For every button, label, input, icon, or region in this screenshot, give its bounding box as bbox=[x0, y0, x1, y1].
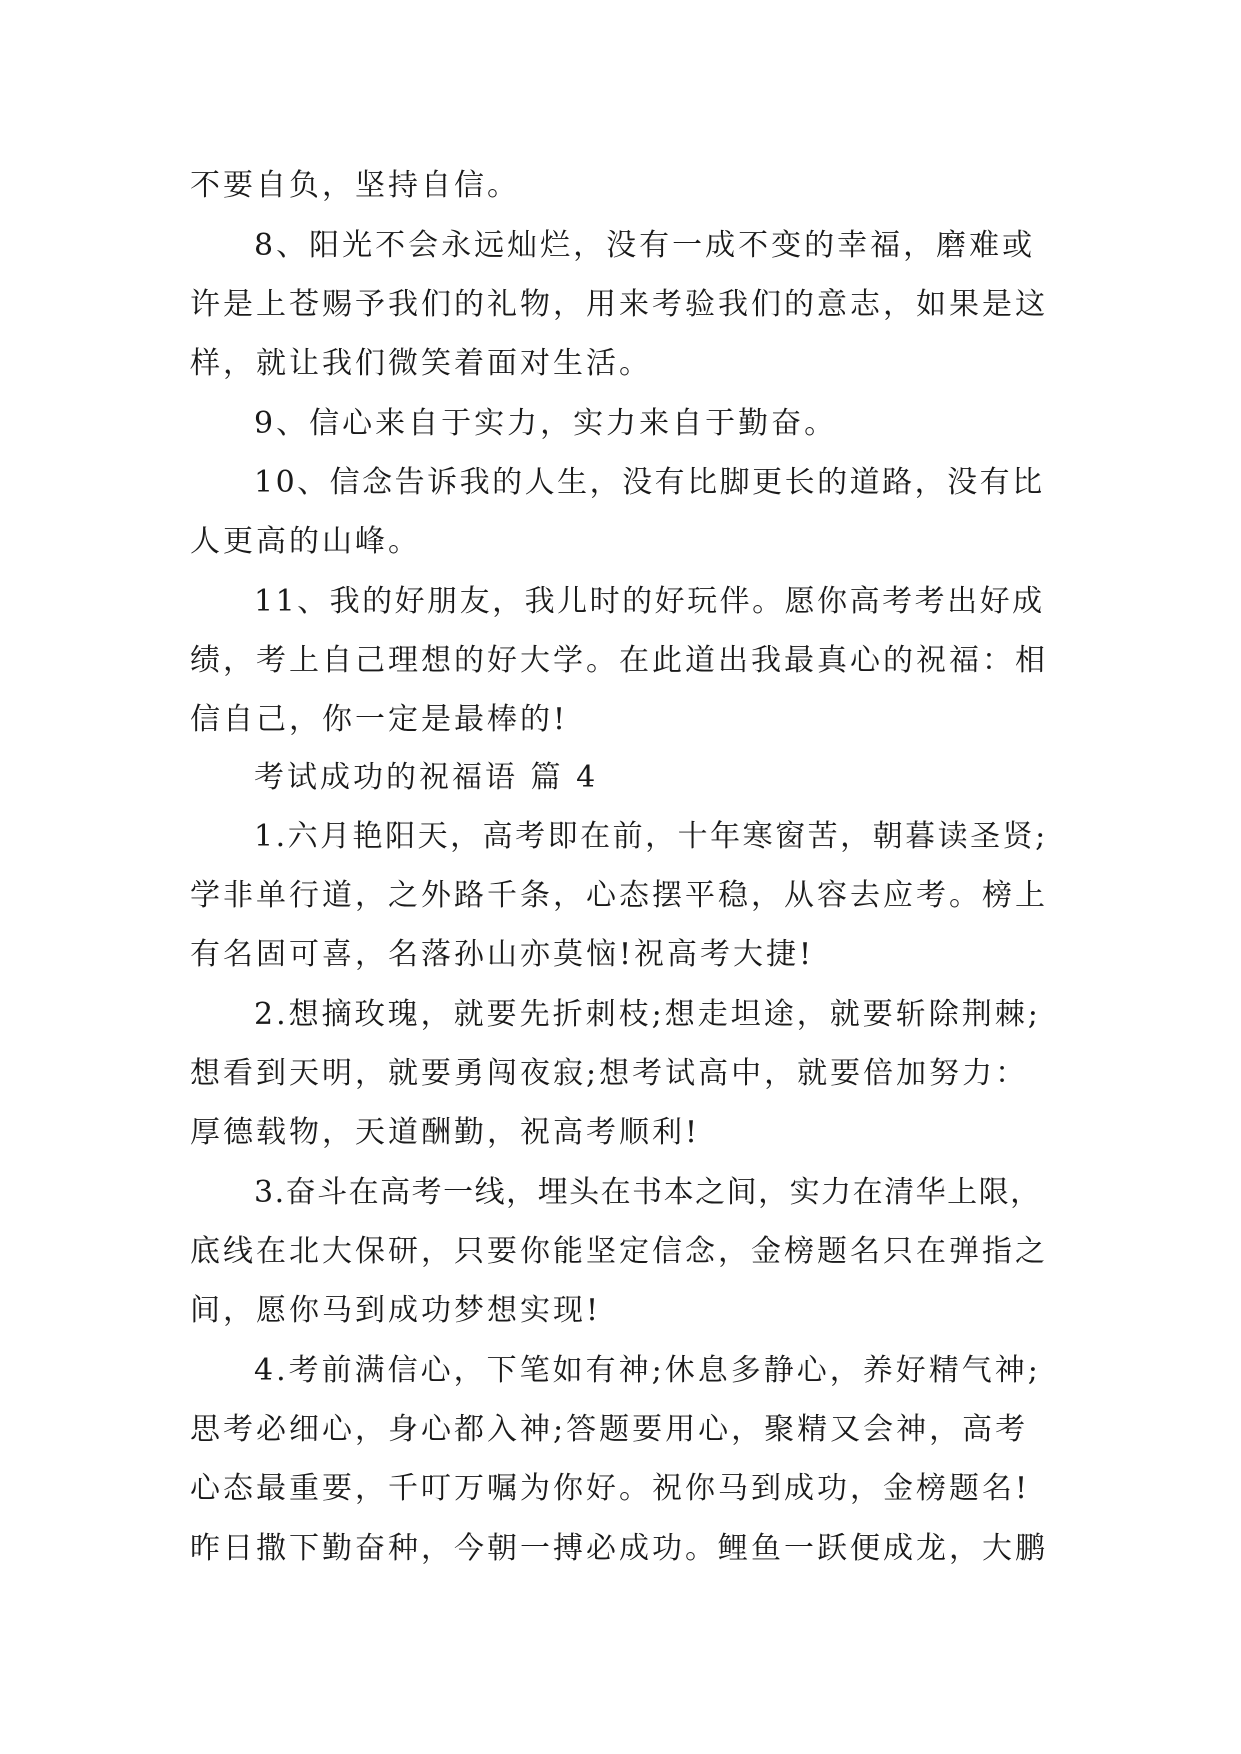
text-line: 人更高的山峰。 bbox=[190, 524, 421, 559]
text-line: 绩，考上自己理想的好大学。在此道出我最真心的祝福：相 bbox=[190, 643, 1048, 678]
text-line: 9、信心来自于实力，实力来自于勤奋。 bbox=[254, 406, 838, 441]
text-line: 有名固可喜，名落孙山亦莫恼!祝高考大捷! bbox=[190, 937, 815, 972]
text-line: 学非单行道，之外路千条，心态摆平稳，从容去应考。榜上 bbox=[190, 878, 1048, 913]
text-line: 3.奋斗在高考一线，埋头在书本之间，实力在清华上限， bbox=[254, 1175, 1042, 1210]
text-line: 10、信念告诉我的人生，没有比脚更长的道路，没有比 bbox=[254, 465, 1045, 500]
text-line: 4.考前满信心，下笔如有神;休息多静心，养好精气神; bbox=[254, 1353, 1041, 1388]
text-line: 底线在北大保研，只要你能坚定信念，金榜题名只在弹指之 bbox=[190, 1234, 1048, 1269]
text-line: 8、阳光不会永远灿烂，没有一成不变的幸福，磨难或 bbox=[254, 228, 1036, 263]
text-line: 信自己，你一定是最棒的! bbox=[190, 702, 569, 737]
text-line: 昨日撒下勤奋种，今朝一搏必成功。鲤鱼一跃便成龙，大鹏 bbox=[190, 1531, 1048, 1566]
text-line: 间，愿你马到成功梦想实现! bbox=[190, 1293, 602, 1328]
text-line: 1.六月艳阳天，高考即在前，十年寒窗苦，朝暮读圣贤; bbox=[254, 819, 1048, 854]
text-line: 心态最重要，千叮万嘱为你好。祝你马到成功，金榜题名! bbox=[190, 1471, 1031, 1506]
text-line: 许是上苍赐予我们的礼物，用来考验我们的意志，如果是这 bbox=[190, 287, 1048, 322]
text-line: 不要自负，坚持自信。 bbox=[190, 168, 520, 203]
text-line: 11、我的好朋友，我儿时的好玩伴。愿你高考考出好成 bbox=[254, 584, 1045, 619]
section-heading: 考试成功的祝福语 篇 4 bbox=[254, 760, 599, 795]
text-line: 2.想摘玫瑰，就要先折刺枝;想走坦途，就要斩除荆棘; bbox=[254, 997, 1041, 1032]
text-line: 厚德载物，天道酬勤，祝高考顺利! bbox=[190, 1115, 701, 1150]
text-line: 想看到天明，就要勇闯夜寂;想考试高中，就要倍加努力： bbox=[190, 1056, 1029, 1091]
text-line: 样，就让我们微笑着面对生活。 bbox=[190, 346, 652, 381]
text-line: 思考必细心，身心都入神;答题要用心，聚精又会神，高考 bbox=[190, 1412, 1029, 1447]
